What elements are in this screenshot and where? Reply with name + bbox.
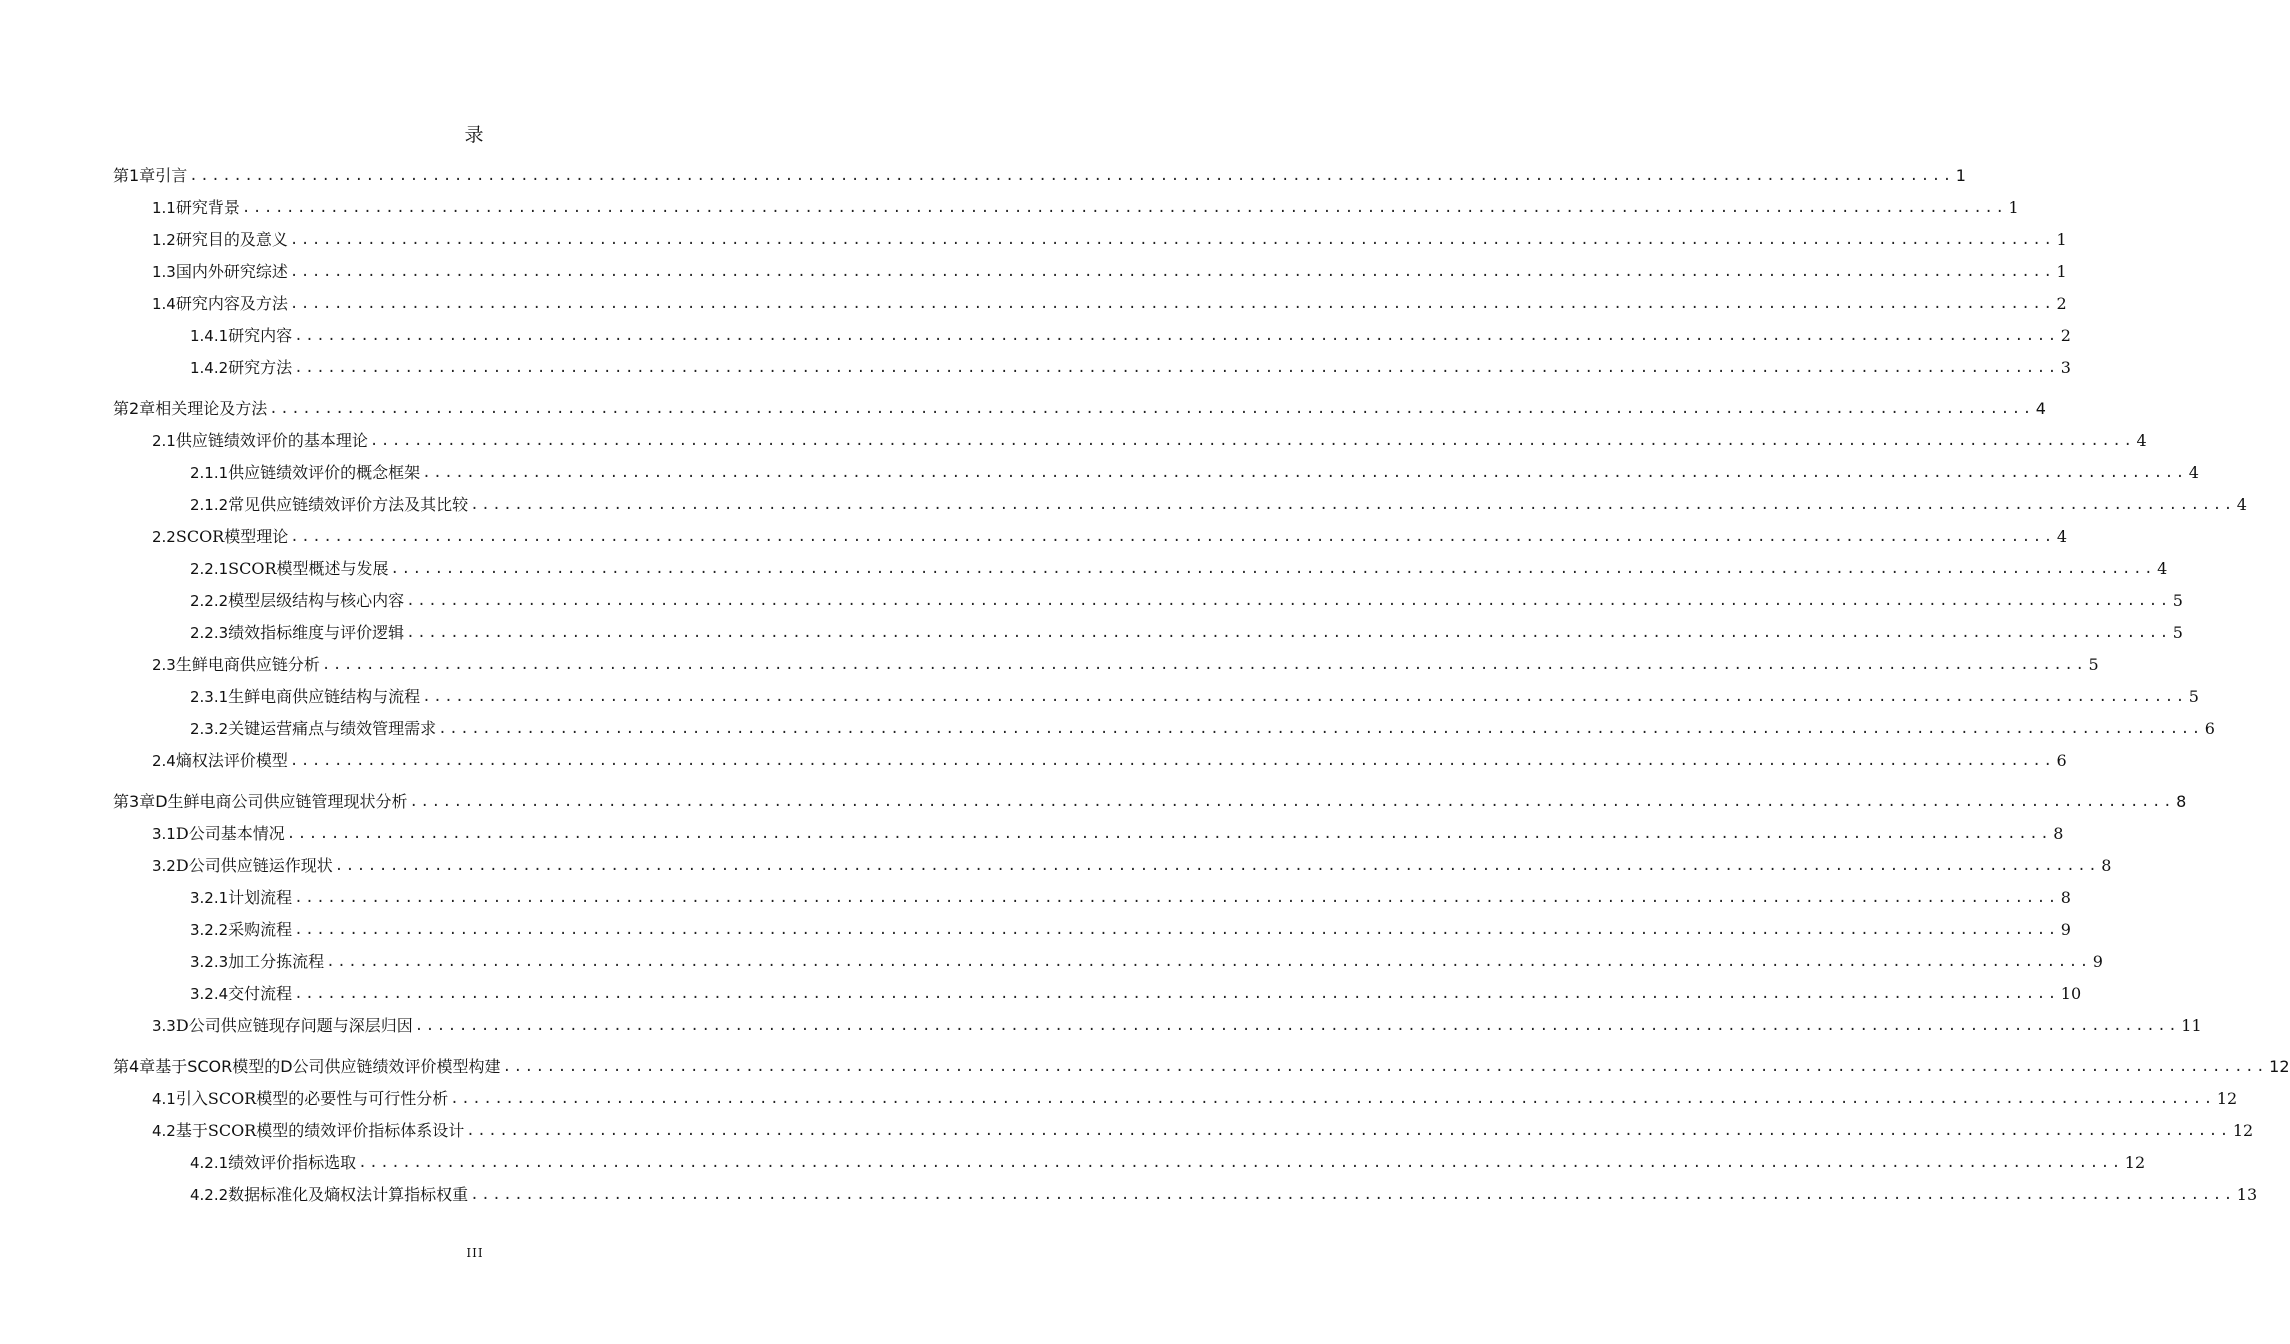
toc-entry-title: 研究内容 [228,326,293,345]
toc-entry-page: 8 [2101,856,2112,875]
toc-entry-title: 供应链绩效评价的基本理论 [175,431,368,450]
toc-entry-number: 2.2.3 [190,624,229,642]
toc-subsection-entry[interactable] [190,491,2247,515]
toc-entry-title: 熵权法评价模型 [175,751,288,770]
toc-entry-page: 12 [2232,1121,2254,1140]
toc-entry-number: 1.2 [152,231,176,249]
toc-dot-leader: ................................................................................................................................................................ [414,1018,2180,1034]
toc-entry-page: 5 [2088,655,2099,674]
toc-entry-number: 2.1.2 [190,496,229,514]
toc-chapter-entry[interactable] [113,788,2187,812]
toc-section-entry[interactable] [152,747,2067,771]
toc-entry-number: 1.4.1 [190,327,229,345]
toc-subsection-entry[interactable] [190,980,2082,1004]
toc-entry-number: 4.2.1 [190,1154,229,1172]
toc-title: 录 [464,124,486,146]
toc-subsection-entry[interactable] [190,1149,2146,1173]
toc-entry-page: 6 [2056,751,2067,770]
toc-entry-page: 5 [2172,591,2183,610]
toc-dot-leader: ................................................................................................................................................................ [289,232,2055,248]
toc-entry-title: 计划流程 [228,888,293,907]
toc-entry-page: 4 [2035,399,2046,418]
toc-entry-number: 2.1 [152,432,176,450]
toc-entry-page: 11 [2181,1016,2202,1035]
toc-entry-number: 1.1 [152,199,176,217]
toc-entry-title: D生鲜电商公司供应链管理现状分析 [155,792,408,811]
toc-entry-page: 4 [2236,495,2247,514]
toc-dot-leader: ................................................................................................................................................................ [269,401,2034,417]
toc-entry-number: 4.2 [152,1122,176,1140]
toc-section-entry[interactable] [152,1085,2238,1109]
toc-entry-number: 第2章 [113,399,156,418]
toc-subsection-entry[interactable] [190,322,2071,346]
toc-chapter-entry[interactable] [113,395,2046,419]
toc-entry-number: 2.4 [152,752,176,770]
toc-dot-leader: ................................................................................................................................................................ [294,890,2059,906]
toc-entry-title: SCOR模型概述与发展 [228,559,389,578]
toc-dot-leader: ................................................................................................................................................................ [290,529,2055,545]
toc-dot-leader: ................................................................................................................................................................ [294,360,2059,376]
toc-section-entry[interactable] [152,820,2064,844]
toc-entry-page: 9 [2092,952,2103,971]
toc-entry-title: 研究内容及方法 [175,294,288,313]
toc-entry-title: 绩效指标维度与评价逻辑 [228,623,405,642]
toc-entry-page: 1 [2056,230,2067,249]
toc-entry-page: 3 [2060,358,2071,377]
toc-entry-number: 4.2.2 [190,1186,229,1204]
toc-dot-leader: ................................................................................................................................................................ [189,168,1954,184]
toc-entry-page: 4 [2157,559,2168,578]
toc-entry-title: 国内外研究综述 [175,262,288,281]
toc-dot-leader: ................................................................................................................................................................ [289,753,2055,769]
toc-subsection-entry[interactable] [190,884,2071,908]
toc-dot-leader: ................................................................................................................................................................ [422,465,2187,481]
toc-entry-number: 3.2.4 [190,985,229,1003]
toc-entry-title: 研究方法 [228,358,293,377]
toc-subsection-entry[interactable] [190,1181,2258,1205]
toc-dot-leader: ................................................................................................................................................................ [470,497,2235,513]
toc-entry-title: 模型层级结构与核心内容 [228,591,405,610]
toc-entry-number: 2.3.1 [190,688,229,706]
toc-entry-title: 研究目的及意义 [175,230,288,249]
toc-section-entry[interactable] [152,523,2068,547]
toc-subsection-entry[interactable] [190,555,2168,579]
toc-entry-number: 3.2.3 [190,953,229,971]
toc-entry-title: D公司供应链运作现状 [175,856,333,875]
toc-section-entry[interactable] [152,651,2099,675]
toc-section-entry[interactable] [152,194,2019,218]
toc-entry-title: 基于SCOR模型的绩效评价指标体系设计 [175,1121,465,1140]
toc-entry-page: 12 [2124,1153,2146,1172]
toc-dot-leader: ................................................................................................................................................................ [294,986,2059,1002]
toc-subsection-entry[interactable] [190,459,2199,483]
toc-entry-page: 2 [2056,294,2067,313]
toc-entry-title: 供应链绩效评价的概念框架 [228,463,421,482]
page-number-footer: III [466,1246,484,1260]
toc-entry-number: 2.2 [152,528,176,546]
toc-entry-number: 第4章 [113,1057,156,1076]
toc-dot-leader: ................................................................................................................................................................ [358,1155,2123,1171]
toc-entry-page: 8 [2176,792,2187,811]
toc-entry-page: 1 [2056,262,2067,281]
toc-section-entry[interactable] [152,290,2067,314]
toc-entry-title: D公司供应链现存问题与深层归因 [175,1016,413,1035]
toc-entry-title: 绩效评价指标选取 [228,1153,357,1172]
toc-entry-number: 3.3 [152,1017,176,1035]
toc-entry-number: 2.3.2 [190,720,229,738]
toc-entry-number: 3.2.2 [190,921,229,939]
toc-entry-page: 8 [2053,824,2064,843]
toc-dot-leader: ................................................................................................................................................................ [289,264,2055,280]
toc-dot-leader: ................................................................................................................................................................ [294,922,2059,938]
toc-dot-leader: ................................................................................................................................................................ [438,721,2203,737]
toc-entry-number: 第3章 [113,792,156,811]
toc-entry-title: 生鲜电商供应链分析 [175,655,320,674]
toc-dot-leader: ................................................................................................................................................................ [450,1091,2215,1107]
toc-dot-leader: ................................................................................................................................................................ [241,200,2007,216]
toc-entry-page: 5 [2188,687,2199,706]
toc-entry-number: 2.3 [152,656,176,674]
toc-entry-page: 12 [2269,1057,2290,1076]
toc-entry-number: 3.2.1 [190,889,229,907]
toc-dot-leader: ................................................................................................................................................................ [369,433,2135,449]
toc-entry-number: 1.4.2 [190,359,229,377]
toc-entry-page: 12 [2216,1089,2238,1108]
toc-dot-leader: ................................................................................................................................................................ [390,561,2156,577]
toc-dot-leader: ................................................................................................................................................................ [470,1187,2235,1203]
toc-entry-title: SCOR模型理论 [175,527,289,546]
toc-dot-leader: ................................................................................................................................................................ [334,858,2100,874]
toc-subsection-entry[interactable] [190,354,2071,378]
toc-subsection-entry[interactable] [190,948,2103,972]
toc-chapter-entry[interactable] [113,162,1966,186]
toc-section-entry[interactable] [152,852,2112,876]
toc-entry-number: 第1章 [113,166,156,185]
toc-entry-title: 加工分拣流程 [228,952,325,971]
toc-entry-number: 4.1 [152,1090,176,1108]
toc-entry-page: 10 [2060,984,2082,1003]
toc-section-entry[interactable] [152,226,2067,250]
toc-entry-page: 9 [2060,920,2071,939]
toc-entry-title: D公司基本情况 [175,824,285,843]
toc-dot-leader: ................................................................................................................................................................ [294,328,2059,344]
toc-entry-page: 4 [2056,527,2068,546]
toc-chapter-entry[interactable] [113,1053,2290,1077]
toc-section-entry[interactable] [152,1117,2254,1141]
toc-subsection-entry[interactable] [190,715,2215,739]
toc-section-entry[interactable] [152,258,2067,282]
toc-entry-title: 相关理论及方法 [155,399,268,418]
toc-entry-number: 3.1 [152,825,176,843]
toc-subsection-entry[interactable] [190,683,2199,707]
toc-dot-leader: ................................................................................................................................................................ [406,593,2171,609]
toc-entry-number: 2.1.1 [190,464,229,482]
toc-subsection-entry[interactable] [190,587,2183,611]
toc-entry-title: 引入SCOR模型的必要性与可行性分析 [175,1089,449,1108]
toc-entry-title: 数据标准化及熵权法计算指标权重 [228,1185,469,1204]
toc-entry-title: 研究背景 [175,198,240,217]
toc-entry-title: 引言 [155,166,188,185]
toc-entry-title: 交付流程 [228,984,293,1003]
toc-dot-leader: ................................................................................................................................................................ [502,1059,2268,1075]
toc-subsection-entry[interactable] [190,619,2183,643]
toc-dot-leader: ................................................................................................................................................................ [289,296,2055,312]
toc-section-entry[interactable] [152,427,2147,451]
toc-dot-leader: ................................................................................................................................................................ [321,657,2087,673]
toc-entry-title: 关键运营痛点与绩效管理需求 [228,719,437,738]
toc-entry-number: 2.2.2 [190,592,229,610]
toc-entry-page: 1 [1955,166,1966,185]
toc-entry-page: 8 [2060,888,2071,907]
toc-dot-leader: ................................................................................................................................................................ [406,625,2171,641]
toc-entry-number: 1.3 [152,263,176,281]
toc-entry-page: 6 [2204,719,2215,738]
toc-entry-title: 采购流程 [228,920,293,939]
toc-entry-title: 基于SCOR模型的D公司供应链绩效评价模型构建 [155,1057,501,1076]
toc-entry-title: 生鲜电商供应链结构与流程 [228,687,421,706]
toc-dot-leader: ................................................................................................................................................................ [466,1123,2231,1139]
toc-dot-leader: ................................................................................................................................................................ [286,826,2052,842]
toc-dot-leader: ................................................................................................................................................................ [409,794,2175,810]
toc-section-entry[interactable] [152,1012,2202,1036]
toc-entry-page: 2 [2060,326,2071,345]
toc-dot-leader: ................................................................................................................................................................ [326,954,2091,970]
toc-entry-title: 常见供应链绩效评价方法及其比较 [228,495,469,514]
toc-entry-number: 2.2.1 [190,560,229,578]
toc-entry-page: 4 [2188,463,2199,482]
toc-entry-number: 3.2 [152,857,176,875]
toc-entry-number: 1.4 [152,295,176,313]
toc-entry-page: 5 [2172,623,2183,642]
toc-entry-page: 13 [2236,1185,2258,1204]
toc-entry-page: 1 [2008,198,2019,217]
toc-dot-leader: ................................................................................................................................................................ [422,689,2187,705]
toc-subsection-entry[interactable] [190,916,2071,940]
toc-entry-page: 4 [2136,431,2147,450]
